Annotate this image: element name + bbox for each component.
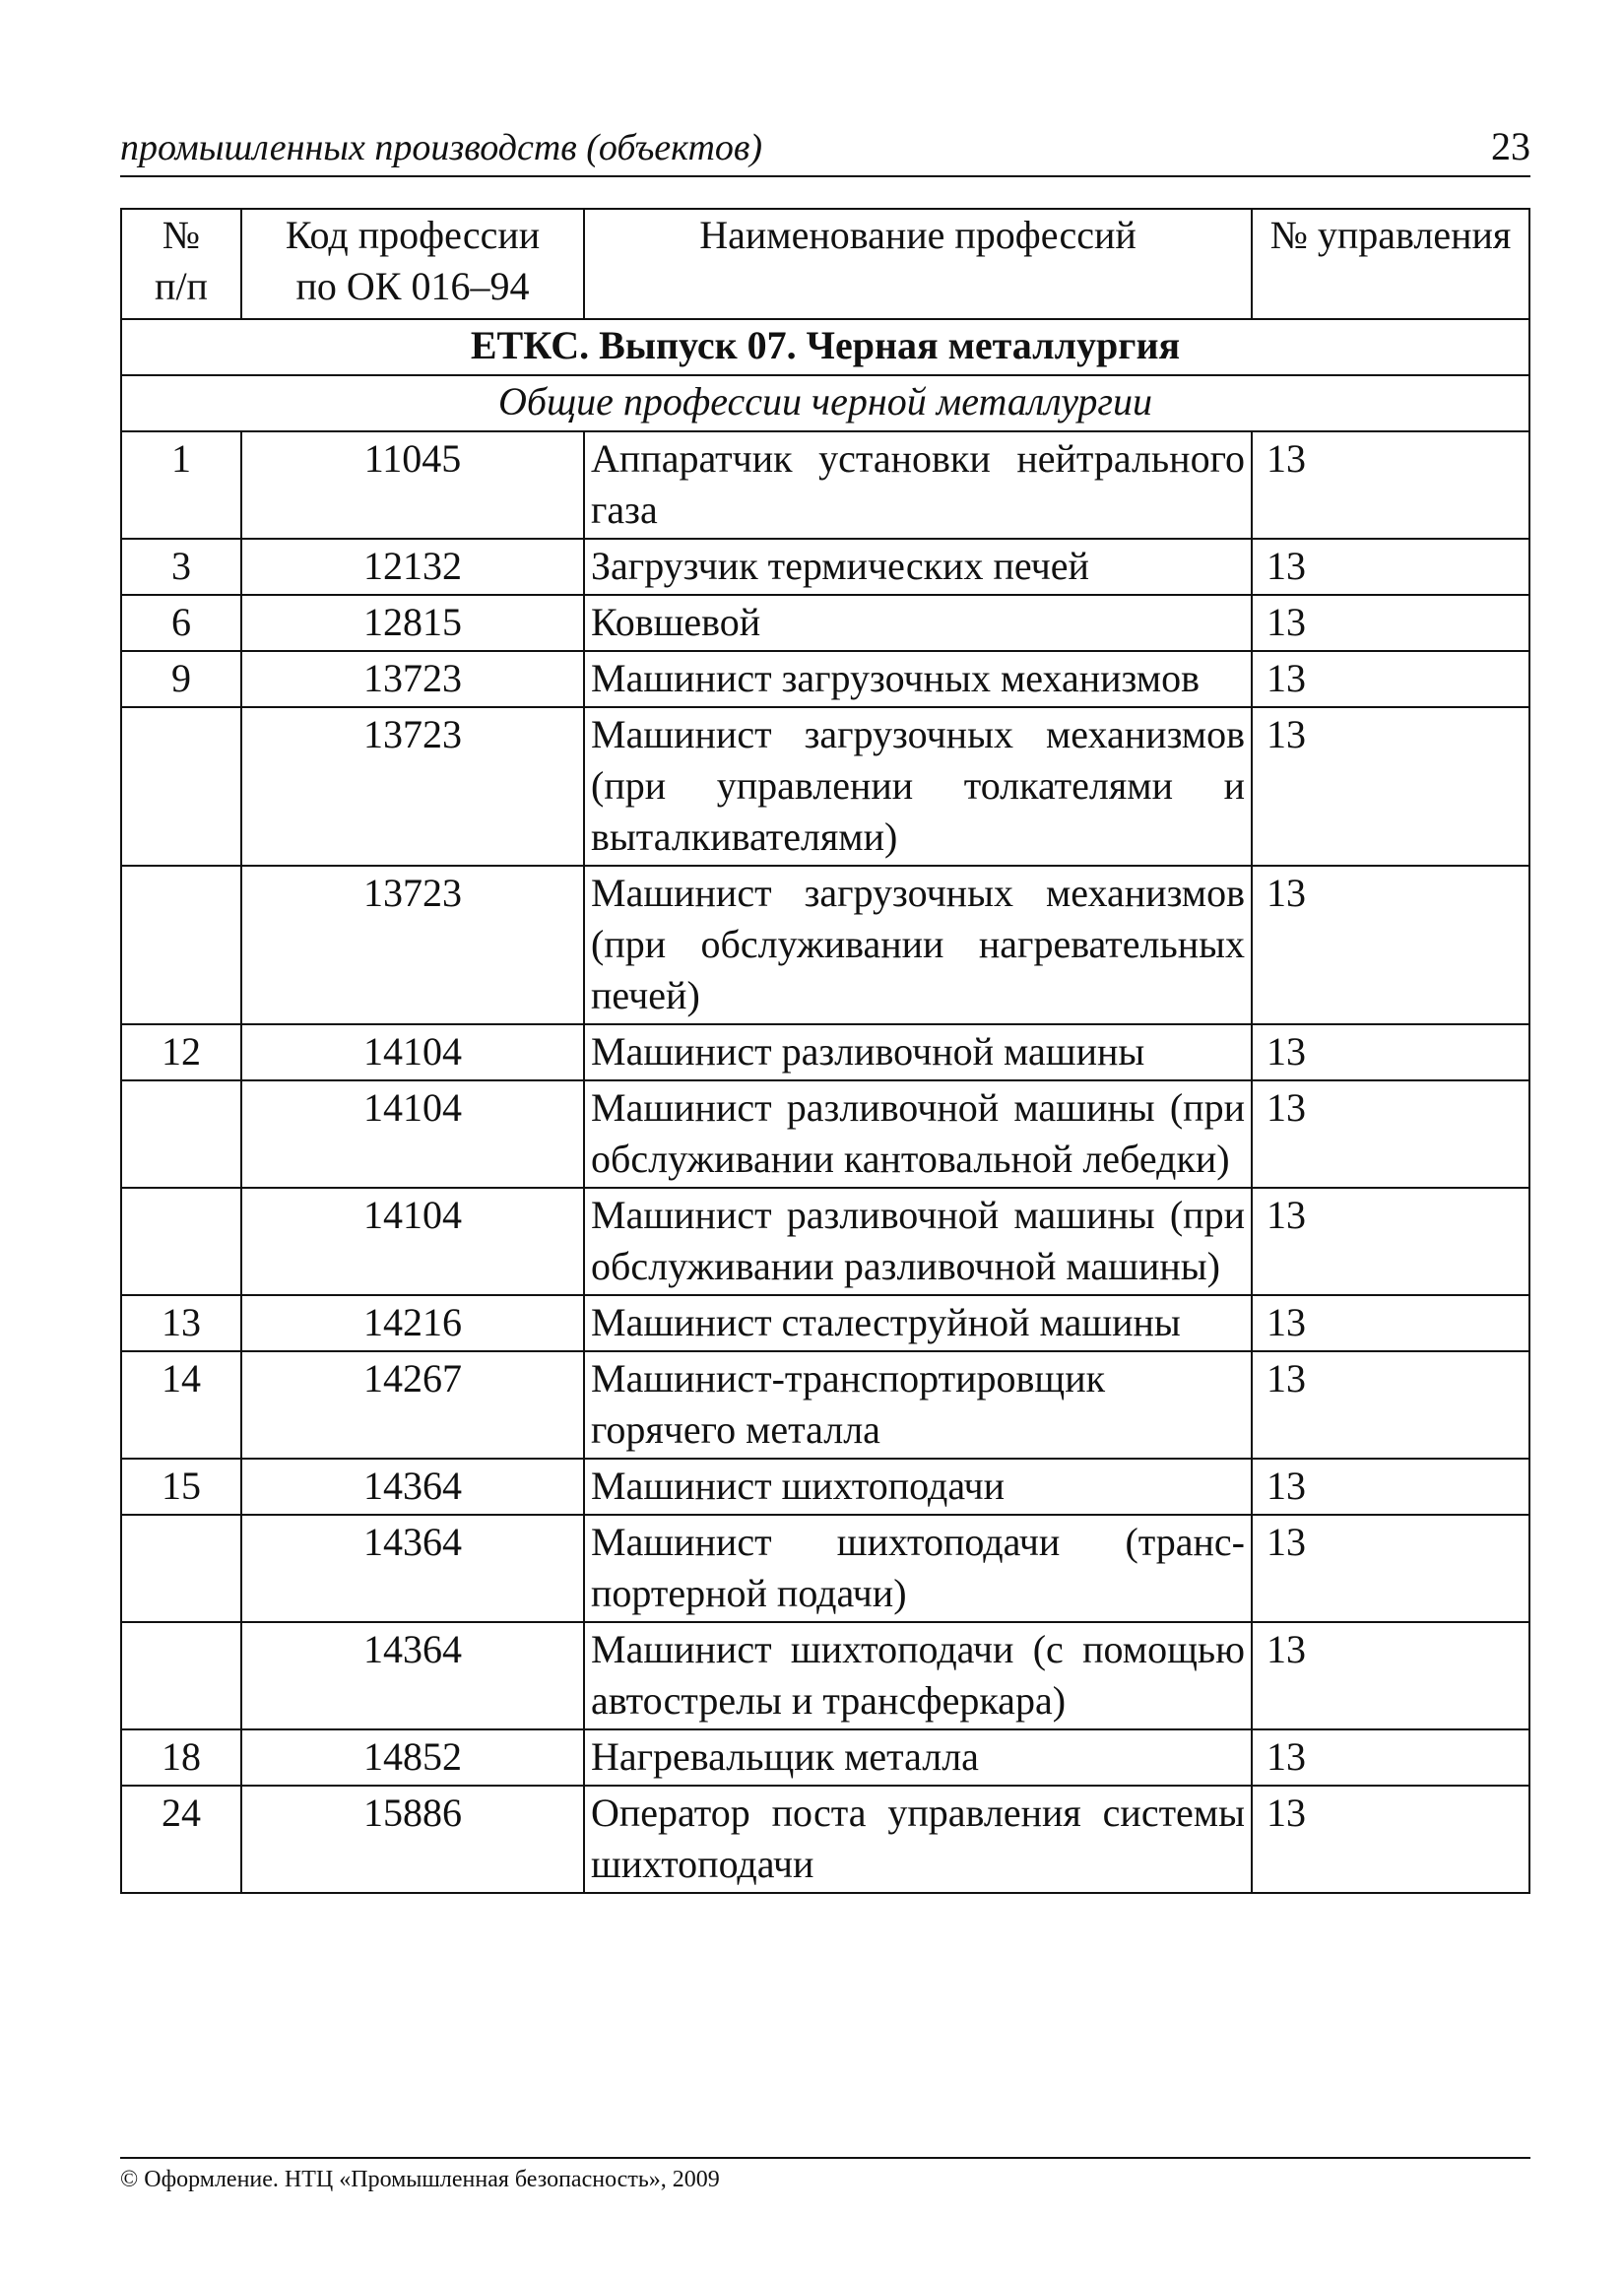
row-name: Оператор поста управления системы шихтоподачи <box>584 1786 1252 1893</box>
running-header <box>120 126 1530 177</box>
subsection-row <box>121 375 1529 431</box>
row-dep: 13 <box>1252 1024 1529 1080</box>
col-header-num-line2: п/п <box>155 264 208 308</box>
table-row <box>121 1188 1529 1295</box>
row-name: Машинист разливочной машины <box>584 1024 1252 1080</box>
col-header-code-line1: Код профессии <box>285 213 541 257</box>
row-name: Машинист сталеструйной машины <box>584 1295 1252 1351</box>
footer-divider <box>120 2157 1530 2159</box>
table-row <box>121 539 1529 595</box>
row-num: 18 <box>121 1729 241 1786</box>
table-row <box>121 431 1529 539</box>
row-code: 14364 <box>241 1622 584 1729</box>
row-num <box>121 1188 241 1295</box>
row-code: 15886 <box>241 1786 584 1893</box>
table-row <box>121 1024 1529 1080</box>
row-dep: 13 <box>1252 1080 1529 1188</box>
col-header-code <box>241 209 584 319</box>
page-number: 23 <box>1491 124 1530 168</box>
row-dep: 13 <box>1252 1351 1529 1459</box>
footer-copyright: © Оформление. НТЦ «Промышленная безопасность», 2009 <box>120 2167 720 2192</box>
row-num: 9 <box>121 651 241 707</box>
section-title: ЕТКС. Выпуск 07. Черная металлургия <box>121 319 1529 375</box>
row-dep: 13 <box>1252 1295 1529 1351</box>
table-row <box>121 1459 1529 1515</box>
row-num: 13 <box>121 1295 241 1351</box>
row-num: 12 <box>121 1024 241 1080</box>
col-header-num-line1: № <box>162 213 201 257</box>
row-dep: 13 <box>1252 1188 1529 1295</box>
table-row <box>121 1295 1529 1351</box>
row-dep: 13 <box>1252 1515 1529 1622</box>
row-code: 14364 <box>241 1459 584 1515</box>
row-code: 13723 <box>241 707 584 866</box>
professions-table <box>120 208 1530 1894</box>
row-code: 12132 <box>241 539 584 595</box>
row-code: 14104 <box>241 1188 584 1295</box>
col-header-dep: № управления <box>1252 209 1529 319</box>
row-code: 13723 <box>241 866 584 1024</box>
row-code: 11045 <box>241 431 584 539</box>
row-name: Машинист загрузочных механизмов (при управлении толкателями и выталкивателями) <box>584 707 1252 866</box>
row-num: 15 <box>121 1459 241 1515</box>
row-code: 14104 <box>241 1080 584 1188</box>
row-num: 1 <box>121 431 241 539</box>
row-name: Машинист-транспортировщик горячего металла <box>584 1351 1252 1459</box>
row-num: 14 <box>121 1351 241 1459</box>
row-dep: 13 <box>1252 431 1529 539</box>
row-code: 12815 <box>241 595 584 651</box>
row-name: Машинист шихтоподачи (транспортерной подачи) <box>584 1515 1252 1622</box>
table-row <box>121 707 1529 866</box>
row-name: Машинист шихтоподачи <box>584 1459 1252 1515</box>
col-header-num <box>121 209 241 319</box>
col-header-name: Наименование профессий <box>584 209 1252 319</box>
section-row <box>121 319 1529 375</box>
row-dep: 13 <box>1252 1786 1529 1893</box>
row-num: 6 <box>121 595 241 651</box>
table-row <box>121 1622 1529 1729</box>
row-code: 14216 <box>241 1295 584 1351</box>
row-num <box>121 1080 241 1188</box>
row-dep: 13 <box>1252 707 1529 866</box>
row-num <box>121 1515 241 1622</box>
table-row <box>121 1080 1529 1188</box>
row-name: Аппаратчик установки нейтрального газа <box>584 431 1252 539</box>
row-num <box>121 866 241 1024</box>
row-num: 3 <box>121 539 241 595</box>
row-name: Машинист разливочной машины (при обслуживании разливочной машины) <box>584 1188 1252 1295</box>
row-code: 14104 <box>241 1024 584 1080</box>
row-dep: 13 <box>1252 866 1529 1024</box>
header-title: промышленных производств (объектов) <box>120 127 763 168</box>
table-row <box>121 866 1529 1024</box>
row-name: Машинист шихтоподачи (с помощью автострелы и трансферкара) <box>584 1622 1252 1729</box>
subsection-title: Общие профессии черной металлургии <box>121 375 1529 431</box>
table-row <box>121 1351 1529 1459</box>
row-name: Ковшевой <box>584 595 1252 651</box>
row-code: 14267 <box>241 1351 584 1459</box>
row-code: 13723 <box>241 651 584 707</box>
row-name: Машинист загрузочных механизмов <box>584 651 1252 707</box>
row-dep: 13 <box>1252 1622 1529 1729</box>
row-dep: 13 <box>1252 651 1529 707</box>
table-row <box>121 651 1529 707</box>
table-row <box>121 595 1529 651</box>
table-row <box>121 1515 1529 1622</box>
row-num <box>121 1622 241 1729</box>
row-name: Машинист загрузочных механизмов (при обслуживании нагревательных печей) <box>584 866 1252 1024</box>
table-row <box>121 1786 1529 1893</box>
row-code: 14364 <box>241 1515 584 1622</box>
row-name: Загрузчик термических печей <box>584 539 1252 595</box>
row-dep: 13 <box>1252 539 1529 595</box>
row-dep: 13 <box>1252 1729 1529 1786</box>
row-num <box>121 707 241 866</box>
row-name: Нагревальщик металла <box>584 1729 1252 1786</box>
col-header-code-line2: по ОК 016–94 <box>295 264 530 308</box>
row-name: Машинист разливочной машины (при обслуживании кантовальной лебедки) <box>584 1080 1252 1188</box>
table-row <box>121 1729 1529 1786</box>
row-num: 24 <box>121 1786 241 1893</box>
table-header-row <box>121 209 1529 319</box>
row-code: 14852 <box>241 1729 584 1786</box>
row-dep: 13 <box>1252 595 1529 651</box>
row-dep: 13 <box>1252 1459 1529 1515</box>
